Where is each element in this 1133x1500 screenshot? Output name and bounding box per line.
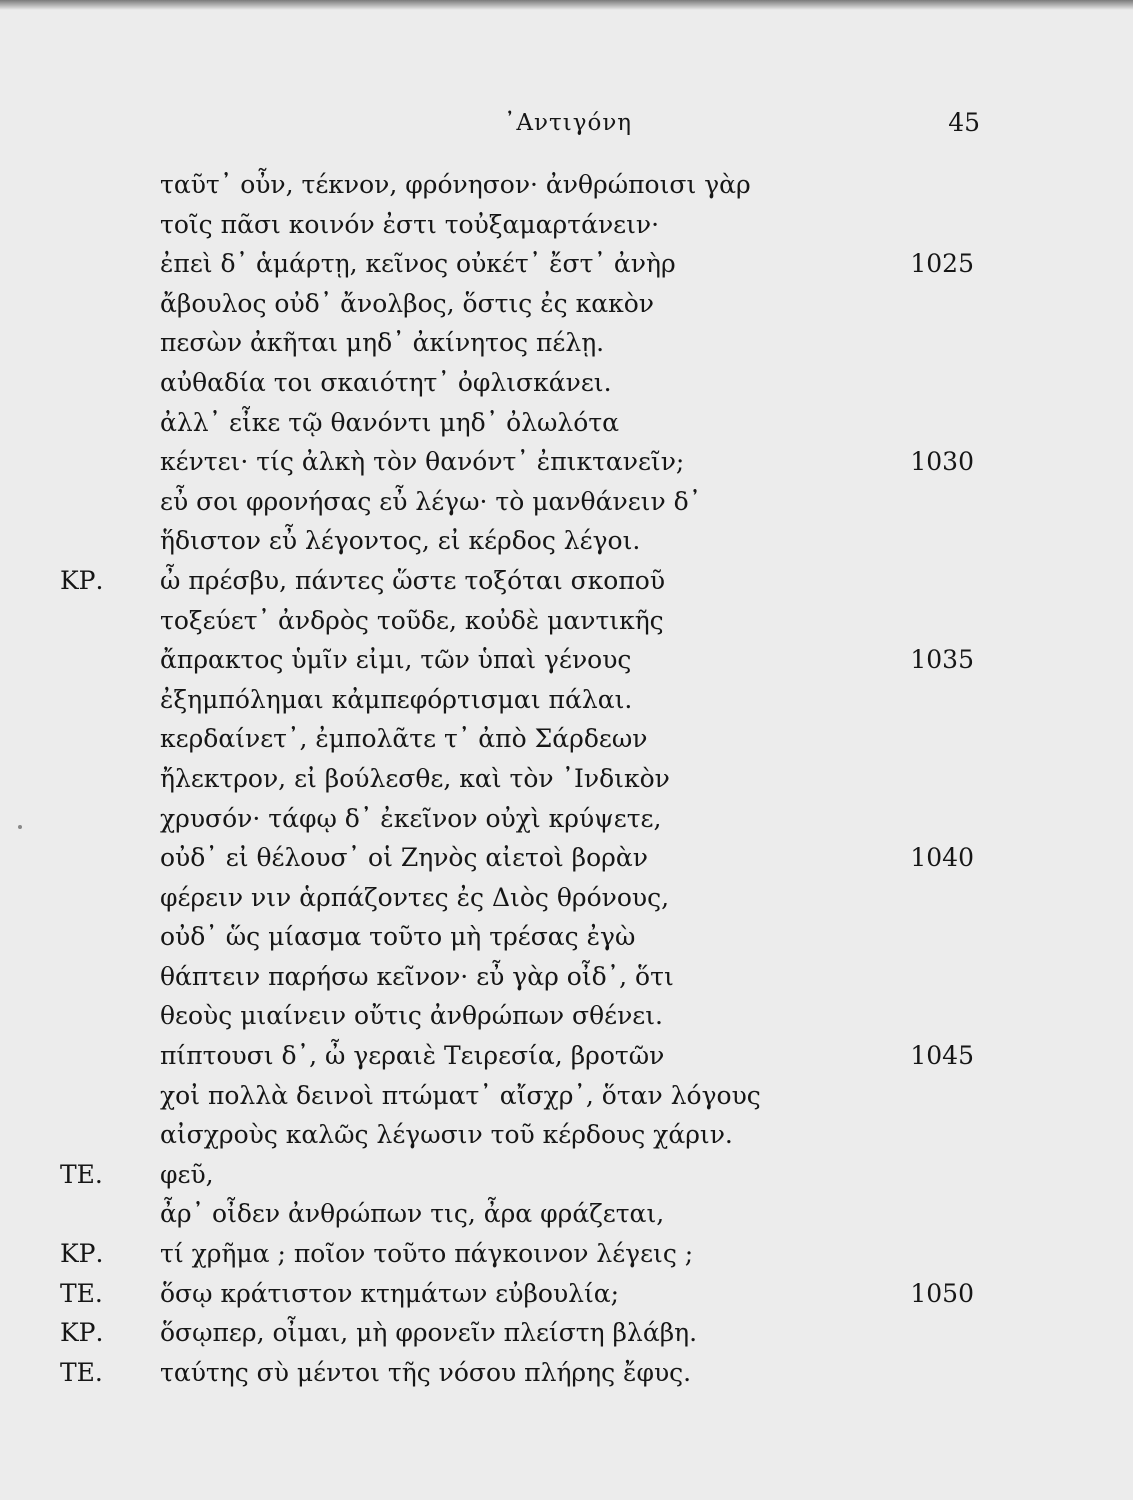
- verse-text: ὅσῳπερ, οἶμαι, μὴ φρονεῖν πλείστη βλάβη.: [160, 1318, 698, 1348]
- verse-text: ἥδιστον εὖ λέγοντος, εἰ κέρδος λέγοι.: [160, 526, 641, 556]
- verse-text: χοἰ πολλὰ δεινοὶ πτώματ᾿ αἴσχρ᾿, ὅταν λόγους: [160, 1080, 761, 1110]
- verse-line: [0, 799, 1133, 839]
- verse-text: πίπτουσι δ᾿, ὦ γεραιὲ Τειρεσία, βροτῶν: [160, 1041, 665, 1071]
- verse-text: ὦ πρέσβυ, πάντες ὥστε τοξόται σκοποῦ: [160, 565, 666, 595]
- verse-text: οὐδ᾿ ὥς μίασμα τοῦτο μὴ τρέσας ἐγὼ: [160, 922, 636, 952]
- verse-line: [0, 244, 1133, 284]
- verse-line: [0, 838, 1133, 878]
- verse-text: ἐπεὶ δ᾿ ἁμάρτῃ, κεῖνος οὐκέτ᾿ ἔστ᾿ ἀνὴρ: [160, 249, 676, 279]
- verse-text: κερδαίνετ᾿, ἐμπολᾶτε τ᾿ ἀπὸ Σάρδεων: [160, 724, 648, 754]
- speaker-label: ΚΡ.: [60, 565, 104, 595]
- verse-text: θάπτειν παρήσω κεῖνον· εὖ γὰρ οἶδ᾿, ὅτι: [160, 961, 674, 991]
- verse-line: [0, 996, 1133, 1036]
- line-number: 1050: [910, 1278, 974, 1308]
- line-number: 1030: [910, 447, 974, 477]
- verse-line: [0, 205, 1133, 245]
- speaker-label: ΤΕ.: [60, 1278, 103, 1308]
- verse-line: [0, 1313, 1133, 1353]
- verse-text: ἄβουλος οὐδ᾿ ἄνολβος, ὅστις ἐς κακὸν: [160, 288, 654, 318]
- verse-line: [0, 1194, 1133, 1234]
- verse-text: ἐξημπόλημαι κἀμπεφόρτισμαι πάλαι.: [160, 684, 633, 714]
- speaker-label: ΚΡ.: [60, 1239, 104, 1269]
- verse-text: ὅσῳ κράτιστον κτημάτων εὐβουλία;: [160, 1278, 620, 1308]
- verse-text: αὐθαδία τοι σκαιότητ᾿ ὀφλισκάνει.: [160, 367, 612, 397]
- verse-text: θεοὺς μιαίνειν οὔτις ἀνθρώπων σθένει.: [160, 1001, 664, 1031]
- verse-line: [0, 759, 1133, 799]
- verse-line: [0, 1353, 1133, 1393]
- verse-text: ἄπρακτος ὑμῖν εἰμι, τῶν ὑπαὶ γένους: [160, 645, 632, 675]
- verse-line: [0, 363, 1133, 403]
- verse-line: [0, 1155, 1133, 1195]
- line-number: 1035: [910, 645, 974, 675]
- verse-text: κέντει· τίς ἀλκὴ τὸν θανόντ᾿ ἐπικτανεῖν;: [160, 447, 685, 477]
- verse-line: [0, 957, 1133, 997]
- verse-text: χρυσόν· τάφῳ δ᾿ ἐκεῖνον οὐχὶ κρύψετε,: [160, 803, 662, 833]
- verse-line: [0, 878, 1133, 918]
- verse-text: τοῖς πᾶσι κοινόν ἐστι τοὐξαμαρτάνειν·: [160, 209, 660, 239]
- verse-text: πεσὼν ἀκῆται μηδ᾿ ἀκίνητος πέλῃ.: [160, 328, 605, 358]
- page-number: 45: [948, 108, 980, 137]
- verse-text: ἆρ᾿ οἶδεν ἀνθρώπων τις, ἆρα φράζεται,: [160, 1199, 665, 1229]
- verse-line: [0, 323, 1133, 363]
- verse-line: [0, 1115, 1133, 1155]
- verse-line: [0, 680, 1133, 720]
- verse-text: ἤλεκτρον, εἰ βούλεσθε, καὶ τὸν ᾿Ινδικὸν: [160, 763, 670, 793]
- verse-line: [0, 719, 1133, 759]
- verse-text: οὐδ᾿ εἰ θέλουσ᾿ οἱ Ζηνὸς αἰετοὶ βορὰν: [160, 843, 648, 873]
- verse-line: [0, 640, 1133, 680]
- verse-text: φεῦ,: [160, 1159, 214, 1189]
- verse-line: [0, 482, 1133, 522]
- speaker-label: ΤΕ.: [60, 1159, 103, 1189]
- verse-text: αἰσχροὺς καλῶς λέγωσιν τοῦ κέρδους χάριν.: [160, 1120, 733, 1150]
- verse-line: [0, 1036, 1133, 1076]
- page-top-edge: [0, 0, 1133, 10]
- verse-line: [0, 284, 1133, 324]
- verse-block: [0, 165, 1133, 1392]
- verse-line: [0, 601, 1133, 641]
- line-number: 1040: [910, 843, 974, 873]
- verse-line: [0, 917, 1133, 957]
- verse-line: [0, 1076, 1133, 1116]
- verse-text: ταύτης σὺ μέντοι τῆς νόσου πλήρης ἔφυς.: [160, 1357, 692, 1387]
- speaker-label: ΚΡ.: [60, 1318, 104, 1348]
- verse-line: [0, 165, 1133, 205]
- verse-text: ταῦτ᾿ οὖν, τέκνον, φρόνησον· ἀνθρώποισι γὰρ: [160, 170, 751, 199]
- verse-text: τί χρῆμα ; ποῖον τοῦτο πάγκοινον λέγεις ;: [160, 1239, 694, 1269]
- verse-line: [0, 442, 1133, 482]
- line-number: 1025: [910, 249, 974, 279]
- speaker-label: ΤΕ.: [60, 1357, 103, 1387]
- verse-text: εὖ σοι φρονήσας εὖ λέγω· τὸ μανθάνειν δ᾿: [160, 486, 702, 516]
- verse-line: [0, 561, 1133, 601]
- line-number: 1045: [910, 1041, 974, 1071]
- verse-line: [0, 403, 1133, 443]
- verse-text: φέρειν νιν ἁρπάζοντες ἐς Διὸς θρόνους,: [160, 882, 670, 912]
- verse-text: τοξεύετ᾿ ἀνδρὸς τοῦδε, κοὐδὲ μαντικῆς: [160, 605, 664, 635]
- verse-text: ἀλλ᾿ εἶκε τῷ θανόντι μηδ᾿ ὀλωλότα: [160, 407, 620, 437]
- running-title: ᾿Αντιγόνη: [503, 110, 633, 136]
- verse-line: [0, 1234, 1133, 1274]
- verse-line: [0, 521, 1133, 561]
- verse-line: [0, 1274, 1133, 1314]
